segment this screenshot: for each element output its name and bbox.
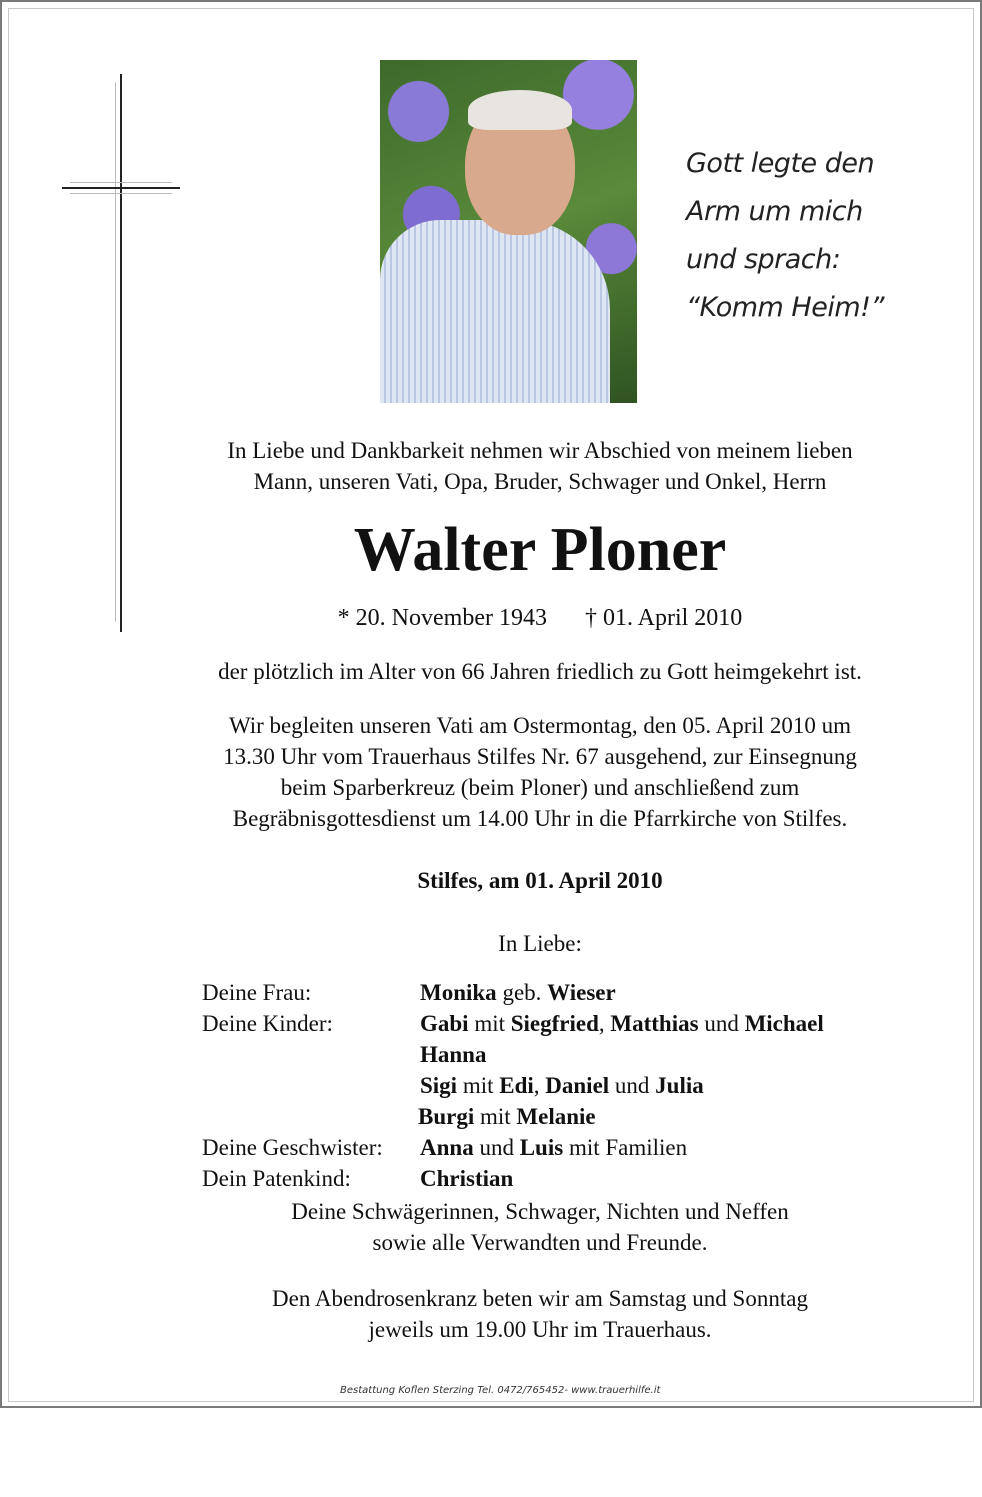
row-value: Gabi mit Siegfried, Matthias und Michael <box>420 1011 824 1036</box>
dates <box>100 603 980 634</box>
in-liebe: In Liebe: <box>498 931 582 956</box>
row-value: Sigi mit Edi, Daniel und Julia <box>420 1073 704 1098</box>
age-line: der plötzlich im Alter von 66 Jahren friedlich zu Gott heimgekehrt ist. <box>218 659 862 684</box>
row-value: Monika geb. Wieser <box>420 980 616 1005</box>
quote-line: Arm um mich <box>686 196 863 227</box>
footer-undertaker: Bestattung Koflen Sterzing Tel. 0472/765452- www.trauerhilfe.it <box>340 1385 661 1396</box>
rosary-info <box>100 1283 980 1345</box>
portrait-photo <box>380 60 637 403</box>
row-value: Christian <box>420 1166 514 1191</box>
rosary-line: Den Abendrosenkranz beten wir am Samstag und Sonntag <box>272 1286 808 1311</box>
funeral-line: Wir begleiten unseren Vati am Ostermontag, den 05. April 2010 um <box>228 713 852 738</box>
relatives-line: sowie alle Verwandten und Freunde. <box>372 1230 708 1255</box>
row-label: Deine Kinder: <box>202 1011 333 1036</box>
intro-line: Mann, unseren Vati, Opa, Bruder, Schwager und Onkel, Herrn <box>253 469 827 494</box>
intro <box>100 435 980 497</box>
row-label: Dein Patenkind: <box>202 1166 351 1191</box>
row-value: Burgi mit Melanie <box>418 1104 596 1129</box>
funeral-info <box>100 710 980 834</box>
quote-line: “Komm Heim!” <box>686 292 884 323</box>
funeral-line: beim Sparberkreuz (beim Ploner) und anschließend zum <box>280 775 800 800</box>
row-label: Deine Geschwister: <box>202 1135 383 1160</box>
death-date: † 01. April 2010 <box>584 605 743 631</box>
intro-line: In Liebe und Dankbarkeit nehmen wir Abschied von meinem lieben <box>227 438 853 463</box>
quote-line: Gott legte den <box>686 148 875 179</box>
birth-date: * 20. November 1943 <box>337 605 547 631</box>
relatives <box>100 1196 980 1258</box>
quote-line: und sprach: <box>686 244 841 275</box>
funeral-line: 13.30 Uhr vom Trauerhaus Stilfes Nr. 67 ausgehend, zur Einsegnung <box>223 744 857 769</box>
place-date: Stilfes, am 01. April 2010 <box>417 868 663 893</box>
funeral-line: Begräbnisgottesdienst um 14.00 Uhr in die Pfarrkirche von Stilfes. <box>232 806 848 831</box>
row-label: Deine Frau: <box>202 980 312 1005</box>
row-value: Anna und Luis mit Familien <box>420 1135 688 1160</box>
row-value: Hanna <box>420 1042 487 1067</box>
quote <box>686 140 884 332</box>
deceased-name: Walter Ploner <box>353 516 727 584</box>
relatives-line: Deine Schwägerinnen, Schwager, Nichten und Neffen <box>291 1199 789 1224</box>
rosary-line: jeweils um 19.00 Uhr im Trauerhaus. <box>368 1317 712 1342</box>
